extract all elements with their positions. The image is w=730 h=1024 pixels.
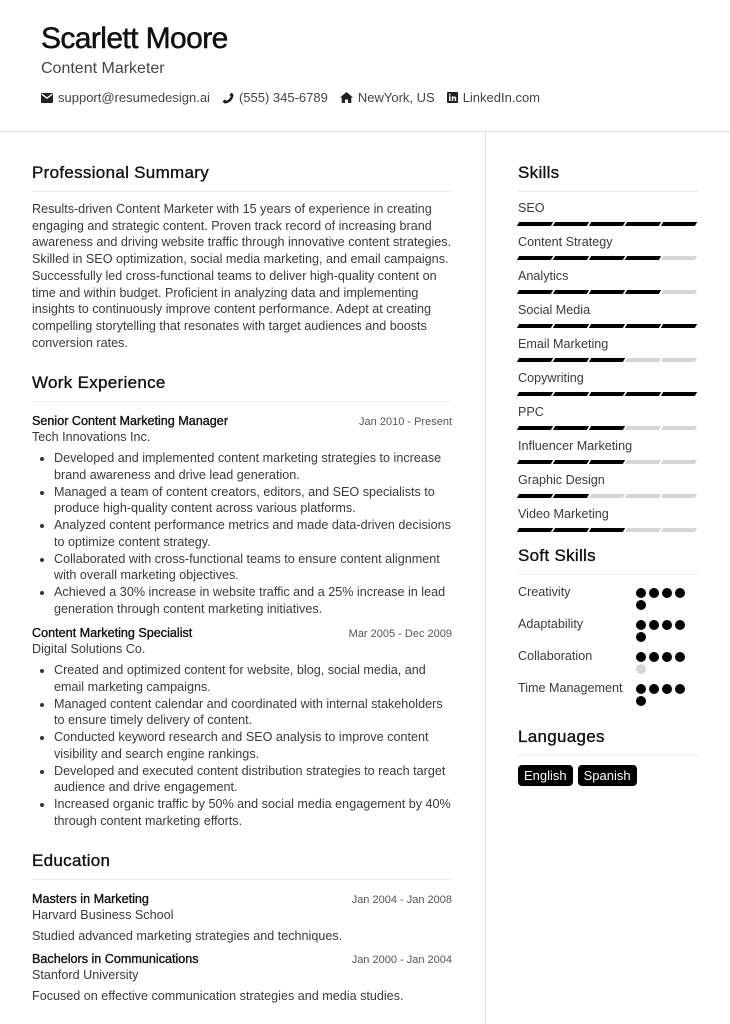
skill-level-segment <box>553 222 589 226</box>
skills-section <box>518 163 698 532</box>
rating-dot-icon <box>675 588 685 598</box>
soft-skill-rating <box>636 648 690 676</box>
skill-level-bar <box>518 460 698 464</box>
skill-level-segment <box>589 494 625 498</box>
school-name: Stanford University <box>32 968 139 983</box>
skill-level-segment <box>553 256 589 260</box>
skill-level-bar <box>518 426 698 430</box>
education-date: Jan 2000 - Jan 2004 <box>351 954 452 967</box>
job-date: Jan 2010 - Present <box>359 416 452 429</box>
skill-level-segment <box>625 222 661 226</box>
bullet-item: Developed and executed content distribution strategies to reach target audience and drive engagement. <box>54 763 452 796</box>
resume-header <box>0 0 730 132</box>
phone-icon <box>222 92 234 104</box>
skill-level-segment <box>517 358 553 362</box>
skill-level-segment <box>553 358 589 362</box>
soft-skills-list <box>518 584 698 708</box>
skill-name: Content Strategy <box>518 235 613 249</box>
skill-name: PPC <box>518 405 544 419</box>
bullet-item: Analyzed content performance metrics and made data-driven decisions to optimize content strategy. <box>54 518 451 549</box>
rating-dot-icon <box>636 620 646 630</box>
skill-level-segment <box>517 290 553 294</box>
contact-location <box>340 90 435 105</box>
skill-level-bar <box>518 392 698 396</box>
soft-skills-section <box>518 546 698 708</box>
skill-name: Graphic Design <box>518 473 605 487</box>
skill-level-segment <box>661 222 697 226</box>
school-name: Harvard Business School <box>32 908 174 923</box>
rating-dot-icon <box>636 600 646 610</box>
skill-level-segment <box>553 392 589 396</box>
rating-dot-icon <box>636 696 646 706</box>
skill-level-segment <box>661 494 697 498</box>
soft-skill-name: Adaptability <box>518 617 584 631</box>
skill-level-bar <box>518 222 698 226</box>
section-title: Languages <box>518 727 698 756</box>
rating-dot-icon <box>636 632 646 642</box>
skill-level-segment <box>553 324 589 328</box>
skill-name: Influencer Marketing <box>518 439 633 453</box>
rating-dot-icon <box>675 652 685 662</box>
skill-item <box>518 439 698 464</box>
skill-item <box>518 269 698 294</box>
section-title: Skills <box>518 163 698 192</box>
skill-level-segment <box>625 426 661 430</box>
skill-level-bar <box>518 528 698 532</box>
contact-email[interactable] <box>41 90 210 105</box>
skill-level-segment <box>589 324 625 328</box>
section-title: Professional Summary <box>32 163 452 192</box>
rating-dot-icon <box>662 652 672 662</box>
soft-skill-rating <box>636 680 690 708</box>
skill-level-segment <box>625 528 661 532</box>
bullet-item: Developed and implemented content marketing strategies to increase brand awareness and drive lead generation. <box>54 450 452 483</box>
skill-item <box>518 507 698 532</box>
rating-dot-icon <box>649 652 659 662</box>
contact-phone[interactable] <box>222 90 328 105</box>
language-tag: English <box>518 765 573 786</box>
skill-level-segment <box>661 358 697 362</box>
section-title: Education <box>32 851 452 880</box>
skill-level-segment <box>517 392 553 396</box>
skill-level-segment <box>517 426 553 430</box>
skill-item <box>518 405 698 430</box>
degree-title: Masters in Marketing <box>32 892 149 907</box>
skill-name: Copywriting <box>518 371 584 385</box>
education-date: Jan 2004 - Jan 2008 <box>351 894 452 907</box>
contact-list <box>41 90 552 105</box>
bullet-item: Collaborated with cross-functional teams to ensure content alignment with overall marketing objectives. <box>54 551 452 584</box>
skill-name: SEO <box>518 201 545 215</box>
summary-text: Results-driven Content Marketer with 15 years of experience in creating engaging and strategic content. Proven track record of increasing brand awareness and driving website traffic through innovative content strategies. Skilled in SEO optimization, social media marketing, and email campaigns. Successfully led cross-functional teams to deliver high-quality content on time and within budget. Proficient in analyzing data and implementing insights to continuously improve content performance. Adept at creating compelling storytelling that resonates with target audiences and boosts conversion rates. <box>32 202 452 350</box>
job-date: Mar 2005 - Dec 2009 <box>348 628 452 641</box>
sidebar-column <box>518 132 698 786</box>
skill-level-segment <box>553 460 589 464</box>
rating-dot-icon <box>662 684 672 694</box>
skill-name: Video Marketing <box>518 507 609 521</box>
job-company: Digital Solutions Co. <box>32 642 146 657</box>
skill-level-segment <box>661 256 697 260</box>
bullet-item: Created and optimized content for website, blog, social media, and email marketing campaigns. <box>54 662 452 695</box>
rating-dot-icon <box>649 684 659 694</box>
skill-item <box>518 473 698 498</box>
skill-level-bar <box>518 358 698 362</box>
skill-item <box>518 235 698 260</box>
rating-dot-icon <box>649 588 659 598</box>
education-section <box>32 851 452 1003</box>
contact-phone-text: (555) 345-6789 <box>238 90 328 105</box>
job-bullets <box>32 662 452 829</box>
candidate-role: Content Marketer <box>41 60 165 77</box>
contact-linkedin-text: LinkedIn.com <box>462 90 541 105</box>
skill-level-segment <box>661 290 697 294</box>
column-divider <box>485 132 486 1024</box>
skill-level-segment <box>625 392 661 396</box>
job-title: Content Marketing Specialist <box>32 626 193 641</box>
soft-skill-item <box>518 584 698 612</box>
skill-level-segment <box>589 358 625 362</box>
skill-level-segment <box>661 528 697 532</box>
languages-list <box>518 765 698 786</box>
soft-skill-rating <box>636 616 690 644</box>
soft-skill-item <box>518 616 698 644</box>
job-entry <box>32 626 452 829</box>
skill-item <box>518 337 698 362</box>
education-entry <box>32 952 452 1003</box>
skills-list <box>518 201 698 532</box>
rating-dot-icon <box>662 588 672 598</box>
contact-location-text: NewYork, US <box>357 90 435 105</box>
skill-level-segment <box>589 426 625 430</box>
skill-level-segment <box>517 324 553 328</box>
section-title: Work Experience <box>32 373 452 402</box>
contact-linkedin[interactable] <box>447 90 540 105</box>
skill-name: Social Media <box>518 303 591 317</box>
languages-section <box>518 727 698 786</box>
skill-item <box>518 201 698 226</box>
degree-title: Bachelors in Communications <box>32 952 199 967</box>
education-description: Studied advanced marketing strategies and techniques. <box>32 929 343 944</box>
skill-level-segment <box>553 528 589 532</box>
bullet-item: Managed content calendar and coordinated with internal stakeholders to ensure timely delivery of content. <box>54 696 452 729</box>
skill-level-segment <box>517 256 553 260</box>
home-icon <box>340 92 353 103</box>
skill-level-segment <box>661 392 697 396</box>
bullet-item: Achieved a 30% increase in website traffic and a 25% increase in lead generation through content marketing initiatives. <box>54 584 452 617</box>
rating-dot-icon <box>675 684 685 694</box>
soft-skill-item <box>518 648 698 676</box>
bullet-item: Managed a team of content creators, editors, and SEO specialists to produce high-quality content across various platforms. <box>54 484 452 517</box>
soft-skill-name: Collaboration <box>518 649 593 663</box>
skill-level-segment <box>661 324 697 328</box>
summary-section <box>32 163 452 351</box>
skill-level-segment <box>625 494 661 498</box>
rating-dot-icon <box>675 620 685 630</box>
job-entry <box>32 414 452 617</box>
linkedin-icon <box>447 92 458 103</box>
rating-dot-icon <box>636 588 646 598</box>
job-title: Senior Content Marketing Manager <box>32 414 229 429</box>
rating-dot-icon <box>636 684 646 694</box>
skill-level-segment <box>625 290 661 294</box>
skill-level-segment <box>553 426 589 430</box>
soft-skill-item <box>518 680 698 708</box>
skill-level-segment <box>625 256 661 260</box>
rating-dot-icon <box>636 652 646 662</box>
job-company: Tech Innovations Inc. <box>32 430 151 445</box>
skill-level-bar <box>518 290 698 294</box>
skill-level-segment <box>517 528 553 532</box>
skill-level-segment <box>661 426 697 430</box>
skill-name: Analytics <box>518 269 569 283</box>
skill-level-segment <box>553 290 589 294</box>
skill-level-bar <box>518 494 698 498</box>
skill-level-segment <box>553 494 589 498</box>
skill-level-segment <box>517 494 553 498</box>
language-tag: Spanish <box>578 765 637 786</box>
skill-level-segment <box>625 324 661 328</box>
skill-level-segment <box>517 460 553 464</box>
candidate-name: Scarlett Moore <box>41 22 228 55</box>
skill-level-segment <box>589 528 625 532</box>
contact-email-text: support@resumedesign.ai <box>58 90 210 105</box>
education-description: Focused on effective communication strategies and media studies. <box>32 989 404 1004</box>
skill-item <box>518 303 698 328</box>
main-column <box>32 132 452 1003</box>
skill-level-segment <box>661 460 697 464</box>
job-bullets <box>32 450 452 617</box>
experience-section <box>32 373 452 829</box>
skill-level-segment <box>589 222 625 226</box>
skill-level-segment <box>589 290 625 294</box>
rating-dot-icon <box>649 620 659 630</box>
bullet-item: Increased organic traffic by 50% and social media engagement by 40% through content marketing efforts. <box>54 796 451 828</box>
rating-dot-icon <box>636 664 646 674</box>
education-entry <box>32 892 452 943</box>
skill-item <box>518 371 698 396</box>
section-title: Soft Skills <box>518 546 698 575</box>
skill-level-segment <box>589 256 625 260</box>
skill-level-segment <box>625 358 661 362</box>
skill-level-bar <box>518 324 698 328</box>
skill-level-bar <box>518 256 698 260</box>
skill-level-segment <box>589 392 625 396</box>
bullet-item: Conducted keyword research and SEO analysis to improve content visibility and search engine rankings. <box>54 729 452 762</box>
skill-level-segment <box>589 460 625 464</box>
rating-dot-icon <box>662 620 672 630</box>
soft-skill-rating <box>636 584 690 612</box>
skill-name: Email Marketing <box>518 337 609 351</box>
envelope-icon <box>41 93 53 103</box>
skill-level-segment <box>517 222 553 226</box>
soft-skill-name: Time Management <box>518 681 623 695</box>
skill-level-segment <box>625 460 661 464</box>
soft-skill-name: Creativity <box>518 585 571 599</box>
